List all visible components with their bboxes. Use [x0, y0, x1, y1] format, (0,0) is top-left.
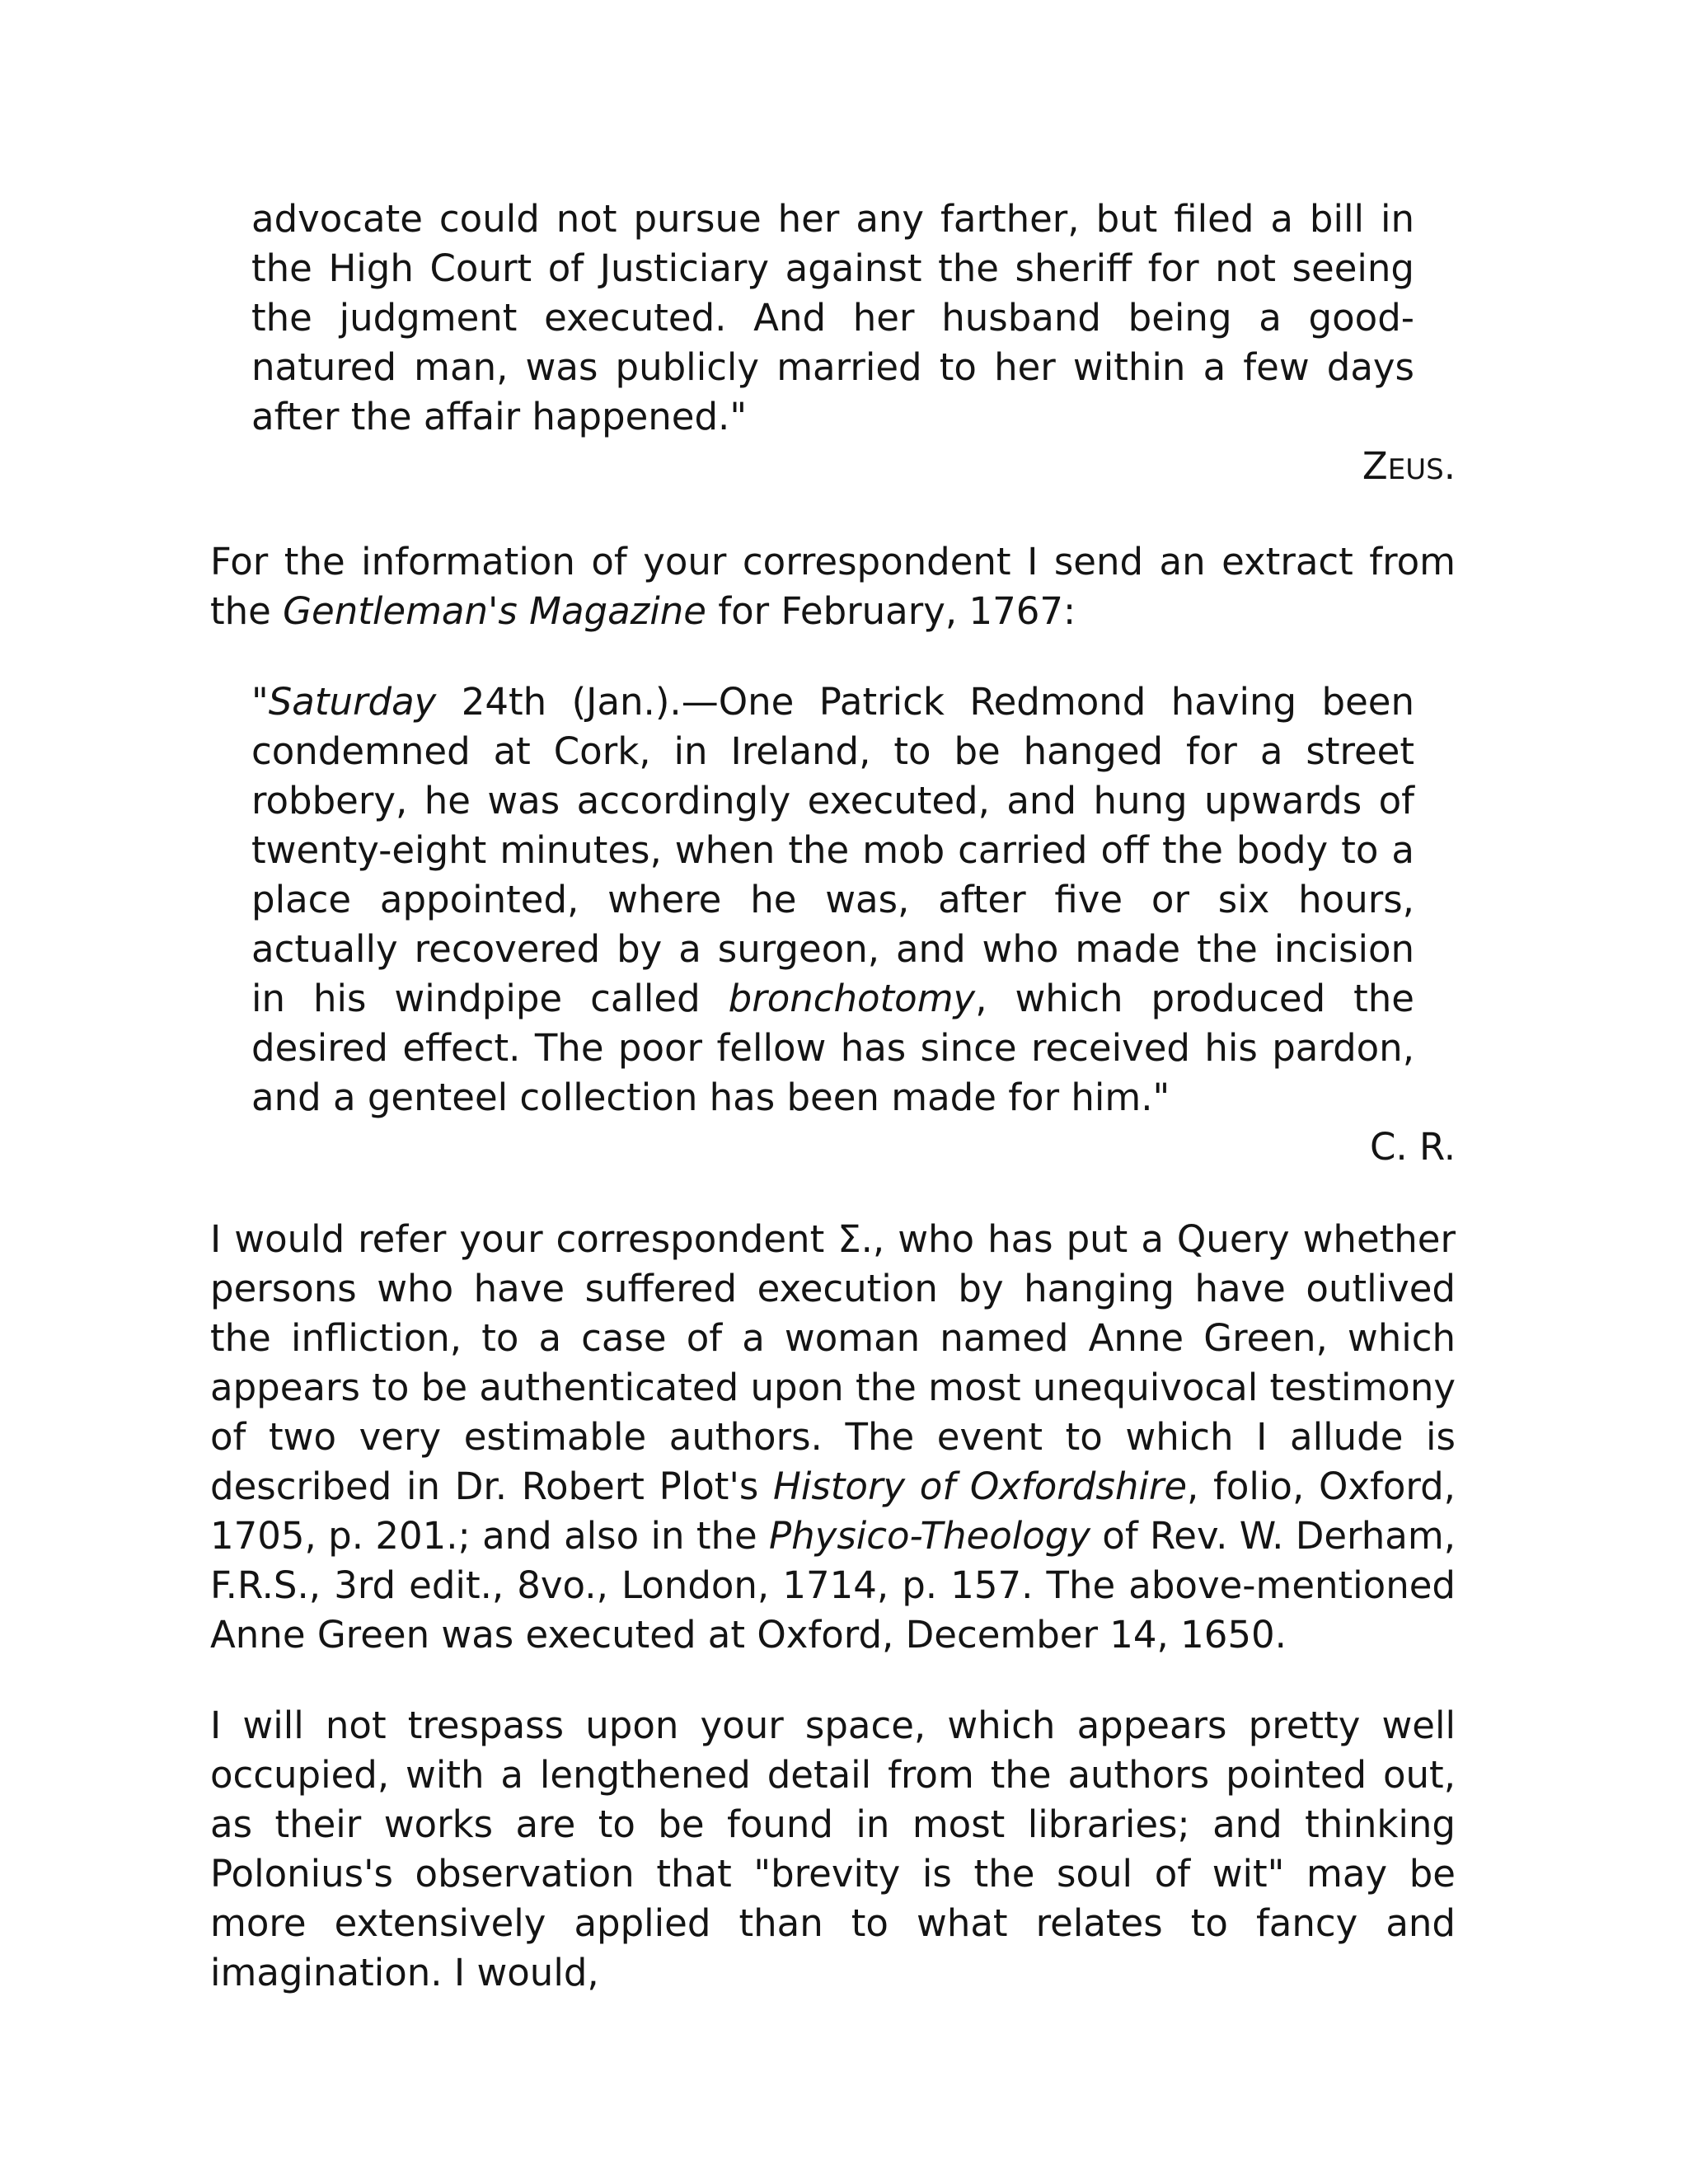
paragraph-information-text-1: For the information of your correspondent I send an extract from the — [210, 540, 1456, 633]
quote-redmond — [251, 677, 1414, 1122]
signature-zeus — [210, 442, 1456, 494]
quote-continuation-text: advocate could not pursue her any farther, but filed a bill in the High Court of Justiciary against the sheriff for not seeing the judgment executed. And her husband being a good-natured man, was publicly married to her within a few days after the affair happened." — [251, 197, 1414, 438]
paragraph-trespass: I will not trespass upon your space, which appears pretty well occupied, with a lengthened detail from the authors pointed out, as their works are to be found in most libraries; and thinking Polonius's observation that "brevity is the soul of wit" may be more extensively applied than to what relates to fancy and imagination. I would, — [210, 1704, 1456, 1994]
paragraph-anne-green-text-1: I would refer your correspondent Σ., who has put a Query whether persons who have suffered execution by hanging have outlived the infliction, to a case of a woman named Anne Green, which appears to be authenticated upon the most unequivocal testimony of two very estimable authors. The event to which I allude is described in Dr. Robert Plot's — [210, 1217, 1456, 1508]
signature-cr: C. R. — [1370, 1125, 1456, 1169]
paragraph-information-text-2: for February, 1767: — [706, 589, 1076, 633]
quote-redmond-open: " — [251, 680, 269, 724]
document-page — [210, 194, 1456, 1998]
quote-continuation — [251, 194, 1414, 442]
paragraph-anne-green-text-2: , folio, Oxford, 1705, p. 201.; and also in the — [210, 1465, 1456, 1558]
paragraph-anne-green — [210, 1215, 1456, 1660]
quote-redmond-term: bronchotomy — [728, 977, 976, 1020]
signature-zeus-rest: EUS — [1387, 453, 1444, 486]
signature-zeus-initial: Z — [1362, 444, 1388, 488]
signature-zeus-period: . — [1443, 444, 1456, 488]
quote-redmond-text-2: , which produced the desired effect. The poor fellow has since received his pardon, and a genteel collection has been made for him." — [251, 977, 1414, 1119]
paragraph-anne-green-text-3: of Rev. W. Derham, F.R.S., 3rd edit., 8vo., London, 1714, p. 157. The above-mentioned Anne Green was executed at Oxford, December 14, 1650. — [210, 1514, 1456, 1657]
quote-redmond-day: Saturday — [268, 680, 437, 724]
paragraph-information — [210, 537, 1456, 636]
magazine-title: Gentleman's Magazine — [283, 589, 706, 633]
book-title-oxfordshire: History of Oxfordshire — [772, 1465, 1188, 1508]
quote-redmond-text-1: 24th (Jan.).—One Patrick Redmond having been condemned at Cork, in Ireland, to be hanged for a street robbery, he was accordingly executed, and hung upwards of twenty-eight minutes, when the mob carried off the body to a place appointed, where he was, after five or six hours, actually recovered by a surgeon, and who made the incision in his windpipe called — [251, 680, 1414, 1020]
book-title-physico-theology: Physico-Theology — [769, 1514, 1090, 1558]
